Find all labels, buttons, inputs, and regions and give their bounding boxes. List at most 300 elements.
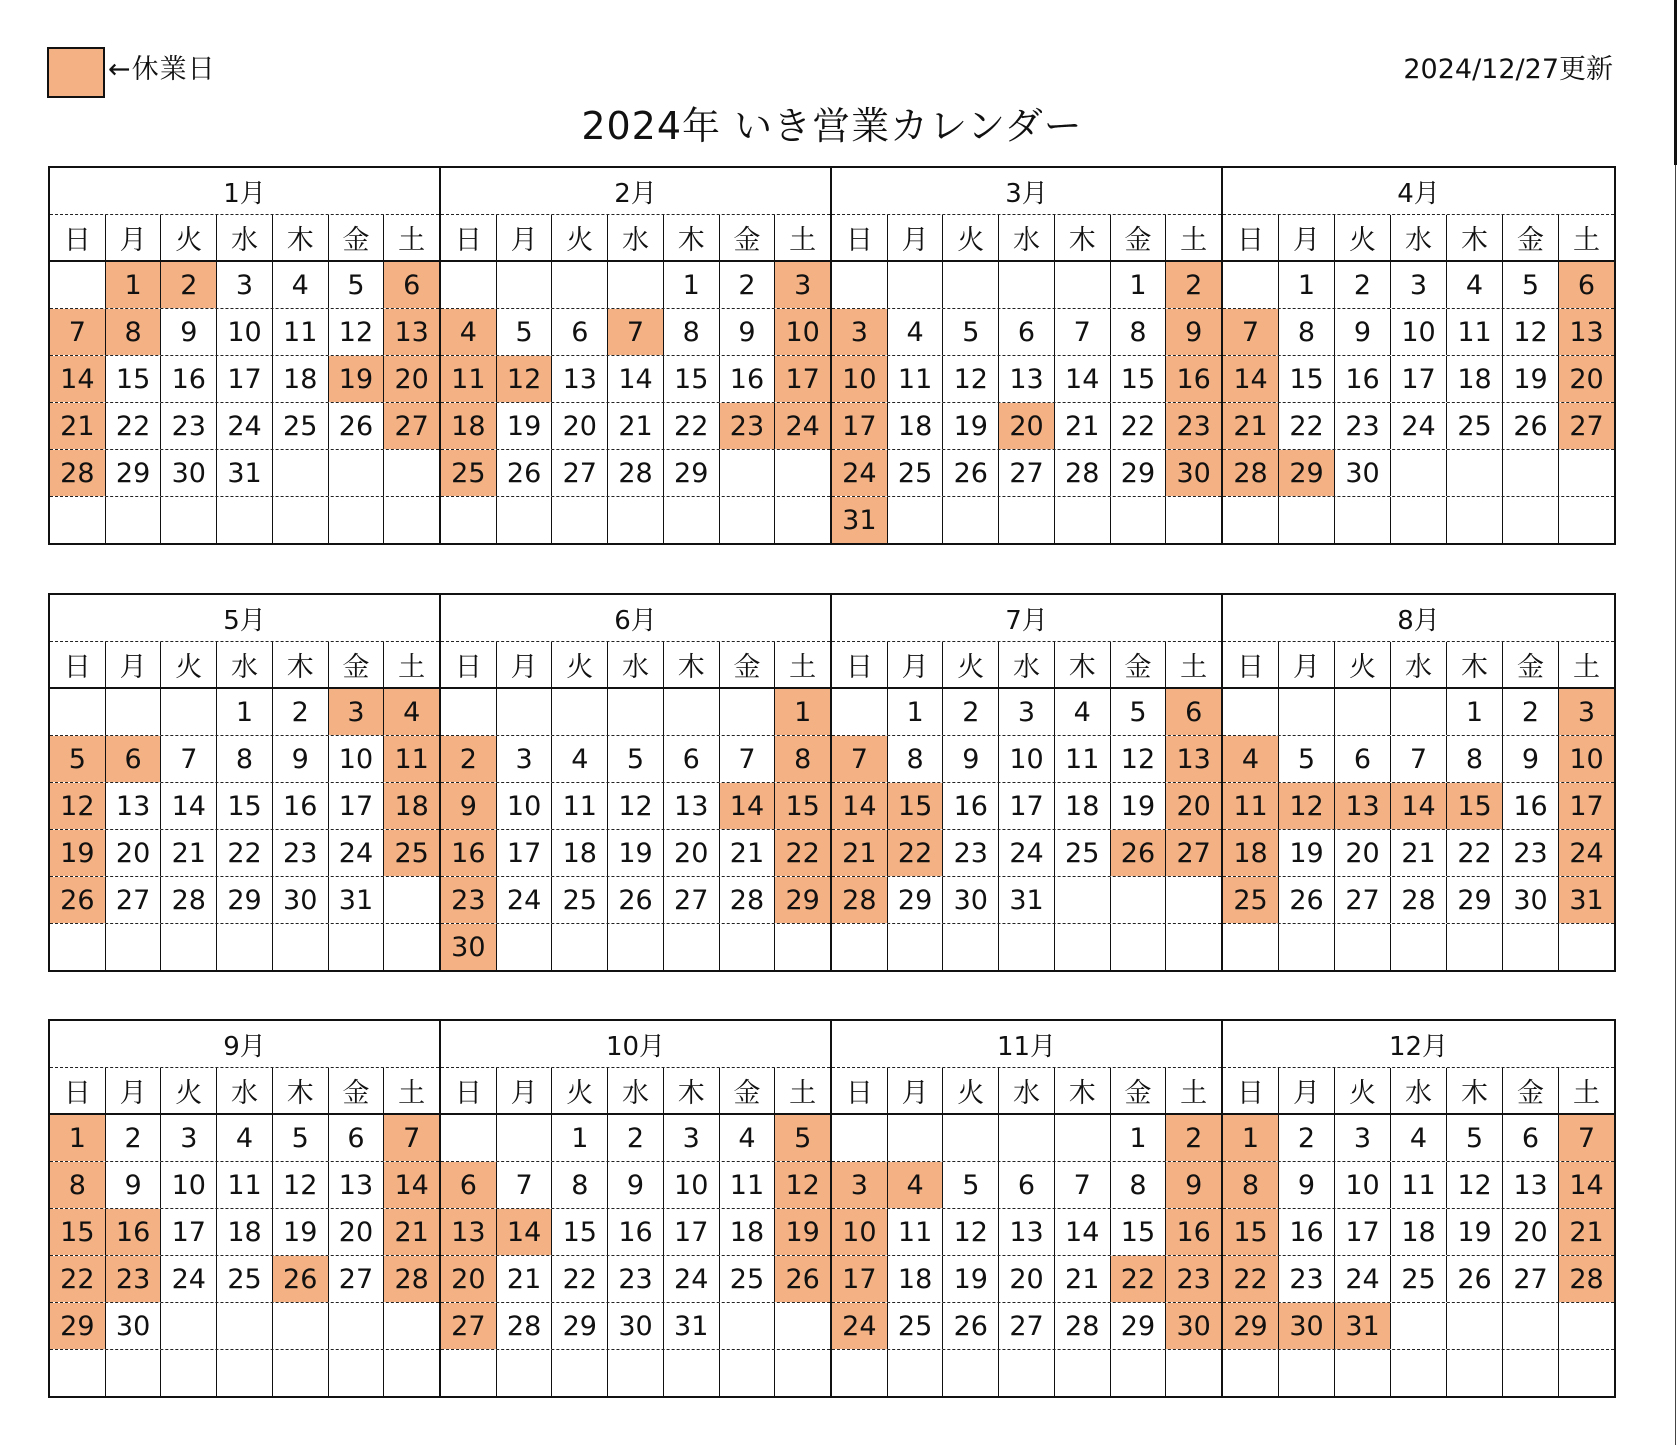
weekday-header-row: [50, 1068, 439, 1115]
week-row: [1223, 877, 1614, 924]
business-day-cell: 10: [161, 1162, 217, 1208]
empty-cell: [1503, 497, 1559, 543]
business-day-cell: 8: [1111, 309, 1167, 355]
holiday-cell: 15: [888, 783, 944, 829]
holiday-cell: 26: [50, 877, 106, 923]
empty-cell: [329, 497, 385, 543]
business-day-cell: 20: [1335, 830, 1391, 876]
business-day-cell: 29: [664, 450, 720, 496]
empty-cell: [1503, 1350, 1559, 1396]
holiday-cell: 20: [384, 356, 439, 402]
holiday-cell: 29: [775, 877, 830, 923]
empty-cell: [1111, 877, 1167, 923]
business-day-cell: 9: [1503, 736, 1559, 782]
business-day-cell: 31: [664, 1303, 720, 1349]
weekday-header: 金: [1111, 215, 1167, 260]
business-day-cell: 5: [943, 309, 999, 355]
empty-cell: [1503, 1303, 1559, 1349]
week-row: [832, 877, 1221, 924]
empty-cell: [1223, 1350, 1279, 1396]
empty-cell: [329, 1350, 385, 1396]
week-row: [1223, 830, 1614, 877]
business-day-cell: 10: [497, 783, 553, 829]
holiday-cell: 14: [832, 783, 888, 829]
weekday-header: 木: [664, 215, 720, 260]
weekday-header: 金: [329, 642, 385, 687]
week-row: [1223, 497, 1614, 543]
business-day-cell: 18: [1447, 356, 1503, 402]
business-day-cell: 25: [552, 877, 608, 923]
empty-cell: [1447, 1350, 1503, 1396]
month-table: [441, 595, 832, 970]
business-day-cell: 9: [161, 309, 217, 355]
business-day-cell: 9: [1279, 1162, 1335, 1208]
holiday-cell: 28: [1223, 450, 1279, 496]
weekday-header-row: [1223, 1068, 1614, 1115]
business-day-cell: 21: [497, 1256, 553, 1302]
month-table: [1223, 595, 1614, 970]
business-day-cell: 19: [273, 1209, 329, 1255]
holiday-cell: 7: [384, 1115, 439, 1161]
business-day-cell: 24: [664, 1256, 720, 1302]
week-row: [441, 1350, 830, 1396]
empty-cell: [1559, 924, 1614, 970]
weekday-header: 土: [398, 1078, 426, 1109]
empty-cell: [888, 1115, 944, 1161]
week-row: [832, 1350, 1221, 1396]
holiday-cell: 6: [441, 1162, 497, 1208]
business-day-cell: 4: [273, 262, 329, 308]
business-day-cell: 25: [888, 450, 944, 496]
empty-cell: [552, 689, 608, 735]
empty-cell: [1559, 450, 1614, 496]
holiday-cell: 1: [50, 1115, 106, 1161]
week-row: [1223, 403, 1614, 450]
business-day-cell: 10: [217, 309, 273, 355]
holiday-cell: 3: [832, 1162, 888, 1208]
holiday-cell: 23: [106, 1256, 162, 1302]
holiday-cell: 9: [1166, 1162, 1221, 1208]
business-day-cell: 14: [1055, 356, 1111, 402]
empty-cell: [1111, 1350, 1167, 1396]
empty-cell: [1391, 450, 1447, 496]
business-day-cell: 4: [720, 1115, 776, 1161]
holiday-cell: 6: [384, 262, 439, 308]
weekday-header: 土: [789, 1078, 817, 1109]
weekday-header-row: [1223, 215, 1614, 262]
business-day-cell: 26: [1503, 403, 1559, 449]
holiday-cell: 23: [720, 403, 776, 449]
empty-cell: [1335, 924, 1391, 970]
week-row: [50, 497, 439, 543]
empty-cell: [217, 497, 273, 543]
week-row: [441, 1303, 830, 1350]
holiday-cell: 2: [441, 736, 497, 782]
business-day-cell: 5: [497, 309, 553, 355]
holiday-cell: 7: [608, 309, 664, 355]
empty-cell: [1055, 1115, 1111, 1161]
empty-cell: [273, 924, 329, 970]
holiday-cell: 15: [1447, 783, 1503, 829]
week-row: [1223, 1303, 1614, 1350]
empty-cell: [608, 689, 664, 735]
holiday-cell: 4: [1223, 736, 1279, 782]
holiday-cell: 25: [384, 830, 439, 876]
empty-cell: [1223, 689, 1279, 735]
empty-cell: [1335, 1350, 1391, 1396]
business-day-cell: 30: [943, 877, 999, 923]
business-day-cell: 14: [1055, 1209, 1111, 1255]
business-day-cell: 15: [1111, 356, 1167, 402]
business-day-cell: 6: [552, 309, 608, 355]
business-day-cell: 23: [161, 403, 217, 449]
business-day-cell: 16: [1503, 783, 1559, 829]
weekday-header: 月: [106, 642, 162, 687]
empty-cell: [832, 1115, 888, 1161]
weekday-header: 金: [1503, 215, 1559, 260]
business-day-cell: 8: [664, 309, 720, 355]
holiday-cell: 24: [832, 1303, 888, 1349]
business-day-cell: 31: [999, 877, 1055, 923]
empty-cell: [1166, 877, 1221, 923]
holiday-cell: 13: [1166, 736, 1221, 782]
holiday-cell: 23: [441, 877, 497, 923]
weekday-header: 水: [999, 1068, 1055, 1113]
business-day-cell: 4: [888, 309, 944, 355]
business-day-cell: 22: [106, 403, 162, 449]
empty-cell: [664, 689, 720, 735]
business-day-cell: 18: [217, 1209, 273, 1255]
week-row: [441, 689, 830, 736]
holiday-cell: 13: [384, 309, 439, 355]
business-day-cell: 13: [329, 1162, 385, 1208]
business-day-cell: 1: [1279, 262, 1335, 308]
weekday-header: 月: [888, 215, 944, 260]
business-day-cell: 19: [943, 403, 999, 449]
page-title: 2024年 いき営業カレンダー: [581, 104, 1083, 148]
business-day-cell: 16: [1279, 1209, 1335, 1255]
empty-cell: [608, 924, 664, 970]
holiday-cell: 1: [1223, 1115, 1279, 1161]
empty-cell: [1166, 924, 1221, 970]
business-day-cell: 5: [1279, 736, 1335, 782]
week-row: [50, 689, 439, 736]
business-day-cell: 6: [664, 736, 720, 782]
business-day-cell: 25: [273, 403, 329, 449]
weekday-header: 土: [1180, 225, 1208, 256]
week-row: [441, 736, 830, 783]
week-row: [832, 356, 1221, 403]
holiday-cell: 4: [441, 309, 497, 355]
business-day-cell: 11: [1391, 1162, 1447, 1208]
business-day-cell: 15: [106, 356, 162, 402]
business-day-cell: 18: [1391, 1209, 1447, 1255]
business-day-cell: 2: [943, 689, 999, 735]
empty-cell: [217, 1303, 273, 1349]
week-row: [441, 783, 830, 830]
business-day-cell: 8: [1447, 736, 1503, 782]
empty-cell: [664, 1350, 720, 1396]
business-day-cell: 29: [888, 877, 944, 923]
business-day-cell: 12: [943, 1209, 999, 1255]
empty-cell: [1279, 1350, 1335, 1396]
holiday-cell: 7: [1559, 1115, 1614, 1161]
empty-cell: [1279, 924, 1335, 970]
week-row: [50, 403, 439, 450]
business-day-cell: 30: [1503, 877, 1559, 923]
business-day-cell: 22: [664, 403, 720, 449]
business-day-cell: 6: [1503, 1115, 1559, 1161]
holiday-cell: 8: [775, 736, 830, 782]
holiday-cell: 27: [1559, 403, 1614, 449]
business-day-cell: 21: [608, 403, 664, 449]
weekday-header: 金: [1111, 1068, 1167, 1113]
business-day-cell: 30: [161, 450, 217, 496]
business-day-cell: 15: [552, 1209, 608, 1255]
empty-cell: [999, 1115, 1055, 1161]
holiday-cell: 4: [384, 689, 439, 735]
holiday-legend-label: ←休業日: [108, 54, 216, 85]
holiday-cell: 17: [1559, 783, 1614, 829]
weekday-header-row: [50, 215, 439, 262]
week-row: [441, 356, 830, 403]
holiday-cell: 16: [1166, 1209, 1221, 1255]
empty-cell: [1335, 497, 1391, 543]
empty-cell: [664, 497, 720, 543]
empty-cell: [1391, 689, 1447, 735]
holiday-cell: 8: [1223, 1162, 1279, 1208]
holiday-cell: 2: [1166, 262, 1221, 308]
weekday-header: 月: [497, 642, 553, 687]
weekday-header: 水: [1391, 642, 1447, 687]
empty-cell: [50, 497, 106, 543]
holiday-cell: 14: [50, 356, 106, 402]
business-day-cell: 16: [608, 1209, 664, 1255]
weekday-header: 水: [999, 215, 1055, 260]
weekday-header: 火: [552, 215, 608, 260]
empty-cell: [1111, 924, 1167, 970]
weekday-header: 金: [1503, 642, 1559, 687]
weekday-header: 日: [832, 642, 888, 687]
empty-cell: [1223, 924, 1279, 970]
month-name: 5月: [50, 595, 439, 642]
weekday-header: 金: [720, 642, 776, 687]
business-day-cell: 3: [497, 736, 553, 782]
business-day-cell: 29: [552, 1303, 608, 1349]
business-day-cell: 30: [273, 877, 329, 923]
business-day-cell: 7: [1055, 309, 1111, 355]
business-day-cell: 26: [943, 1303, 999, 1349]
weekday-header: 木: [273, 215, 329, 260]
business-day-cell: 15: [217, 783, 273, 829]
business-day-cell: 5: [1447, 1115, 1503, 1161]
business-day-cell: 9: [720, 309, 776, 355]
weekday-header: 月: [106, 215, 162, 260]
empty-cell: [1279, 497, 1335, 543]
business-day-cell: 11: [552, 783, 608, 829]
empty-cell: [775, 1350, 830, 1396]
business-day-cell: 31: [217, 450, 273, 496]
week-row: [1223, 689, 1614, 736]
business-day-cell: 17: [1391, 356, 1447, 402]
business-day-cell: 1: [888, 689, 944, 735]
business-day-cell: 19: [497, 403, 553, 449]
business-day-cell: 7: [497, 1162, 553, 1208]
weekday-header: 月: [888, 1068, 944, 1113]
week-row: [441, 830, 830, 877]
holiday-cell: 28: [832, 877, 888, 923]
business-day-cell: 27: [1335, 877, 1391, 923]
holiday-cell: 30: [1166, 450, 1221, 496]
week-row: [50, 1303, 439, 1350]
business-day-cell: 8: [1111, 1162, 1167, 1208]
week-row: [1223, 1256, 1614, 1303]
weekday-header: 日: [441, 1068, 497, 1113]
business-day-cell: 6: [999, 309, 1055, 355]
business-day-cell: 13: [999, 356, 1055, 402]
business-day-cell: 2: [1279, 1115, 1335, 1161]
holiday-cell: 7: [1223, 309, 1279, 355]
empty-cell: [999, 262, 1055, 308]
week-row: [50, 1350, 439, 1396]
weekday-header: 土: [789, 652, 817, 683]
holiday-cell: 15: [775, 783, 830, 829]
empty-cell: [50, 1350, 106, 1396]
business-day-cell: 24: [999, 830, 1055, 876]
business-day-cell: 17: [664, 1209, 720, 1255]
business-day-cell: 3: [161, 1115, 217, 1161]
holiday-cell: 12: [775, 1162, 830, 1208]
business-day-cell: 26: [1279, 877, 1335, 923]
holiday-cell: 12: [497, 356, 553, 402]
business-day-cell: 1: [552, 1115, 608, 1161]
empty-cell: [608, 497, 664, 543]
business-day-cell: 24: [217, 403, 273, 449]
holiday-cell: 1: [106, 262, 162, 308]
business-day-cell: 29: [1111, 1303, 1167, 1349]
holiday-cell: 2: [1166, 1115, 1221, 1161]
holiday-cell: 20: [1166, 783, 1221, 829]
business-day-cell: 28: [1055, 450, 1111, 496]
business-day-cell: 4: [1447, 262, 1503, 308]
holiday-cell: 15: [1223, 1209, 1279, 1255]
month-name: 1月: [50, 168, 439, 215]
empty-cell: [384, 1350, 439, 1396]
weekday-header: 土: [789, 225, 817, 256]
holiday-cell: 26: [1111, 830, 1167, 876]
business-day-cell: 13: [999, 1209, 1055, 1255]
business-day-cell: 15: [664, 356, 720, 402]
business-day-cell: 17: [999, 783, 1055, 829]
weekday-header: 日: [50, 215, 106, 260]
weekday-header: 木: [273, 642, 329, 687]
empty-cell: [441, 1115, 497, 1161]
holiday-cell: 13: [1559, 309, 1614, 355]
business-day-cell: 29: [1111, 450, 1167, 496]
calendar-block-q3: [48, 1019, 1616, 1398]
empty-cell: [775, 924, 830, 970]
weekday-header: 火: [552, 1068, 608, 1113]
week-row: [1223, 1162, 1614, 1209]
weekday-header: 土: [1573, 1078, 1600, 1109]
business-day-cell: 3: [217, 262, 273, 308]
week-row: [1223, 1115, 1614, 1162]
business-day-cell: 3: [664, 1115, 720, 1161]
business-day-cell: 23: [1279, 1256, 1335, 1302]
weekday-header: 月: [106, 1068, 162, 1113]
holiday-cell: 12: [1279, 783, 1335, 829]
holiday-cell: 10: [832, 356, 888, 402]
weekday-header: 月: [1279, 642, 1335, 687]
month-name: 10月: [441, 1021, 830, 1068]
week-row: [441, 403, 830, 450]
business-day-cell: 2: [608, 1115, 664, 1161]
holiday-cell: 31: [1335, 1303, 1391, 1349]
holiday-cell: 22: [888, 830, 944, 876]
holiday-cell: 5: [775, 1115, 830, 1161]
holiday-cell: 21: [384, 1209, 439, 1255]
business-day-cell: 3: [1335, 1115, 1391, 1161]
business-day-cell: 16: [273, 783, 329, 829]
empty-cell: [552, 1350, 608, 1396]
week-row: [1223, 1350, 1614, 1396]
month-table: [832, 168, 1223, 543]
holiday-cell: 28: [1559, 1256, 1614, 1302]
holiday-cell: 21: [50, 403, 106, 449]
empty-cell: [775, 450, 830, 496]
empty-cell: [1391, 1350, 1447, 1396]
business-day-cell: 10: [329, 736, 385, 782]
empty-cell: [832, 1350, 888, 1396]
week-row: [1223, 309, 1614, 356]
business-day-cell: 16: [161, 356, 217, 402]
empty-cell: [999, 924, 1055, 970]
holiday-cell: 7: [50, 309, 106, 355]
empty-cell: [1447, 450, 1503, 496]
empty-cell: [832, 689, 888, 735]
week-row: [1223, 924, 1614, 970]
month-table: [1223, 1021, 1614, 1396]
business-day-cell: 4: [1055, 689, 1111, 735]
holiday-cell: 17: [832, 403, 888, 449]
empty-cell: [1503, 924, 1559, 970]
empty-cell: [943, 924, 999, 970]
weekday-header: 金: [329, 1068, 385, 1113]
holiday-cell: 29: [50, 1303, 106, 1349]
empty-cell: [50, 689, 106, 735]
business-day-cell: 24: [497, 877, 553, 923]
weekday-header: 木: [1055, 642, 1111, 687]
business-day-cell: 23: [608, 1256, 664, 1302]
holiday-cell: 21: [1559, 1209, 1614, 1255]
holiday-cell: 31: [1559, 877, 1614, 923]
weekday-header: 日: [1223, 642, 1279, 687]
business-day-cell: 18: [720, 1209, 776, 1255]
month-name: 8月: [1223, 595, 1614, 642]
business-day-cell: 23: [273, 830, 329, 876]
holiday-cell: 6: [1166, 689, 1221, 735]
empty-cell: [1391, 924, 1447, 970]
week-row: [832, 1256, 1221, 1303]
empty-cell: [50, 924, 106, 970]
business-day-cell: 29: [217, 877, 273, 923]
business-day-cell: 12: [608, 783, 664, 829]
weekday-header: 火: [161, 642, 217, 687]
empty-cell: [943, 262, 999, 308]
week-row: [1223, 783, 1614, 830]
empty-cell: [1223, 497, 1279, 543]
weekday-header-row: [441, 642, 830, 689]
